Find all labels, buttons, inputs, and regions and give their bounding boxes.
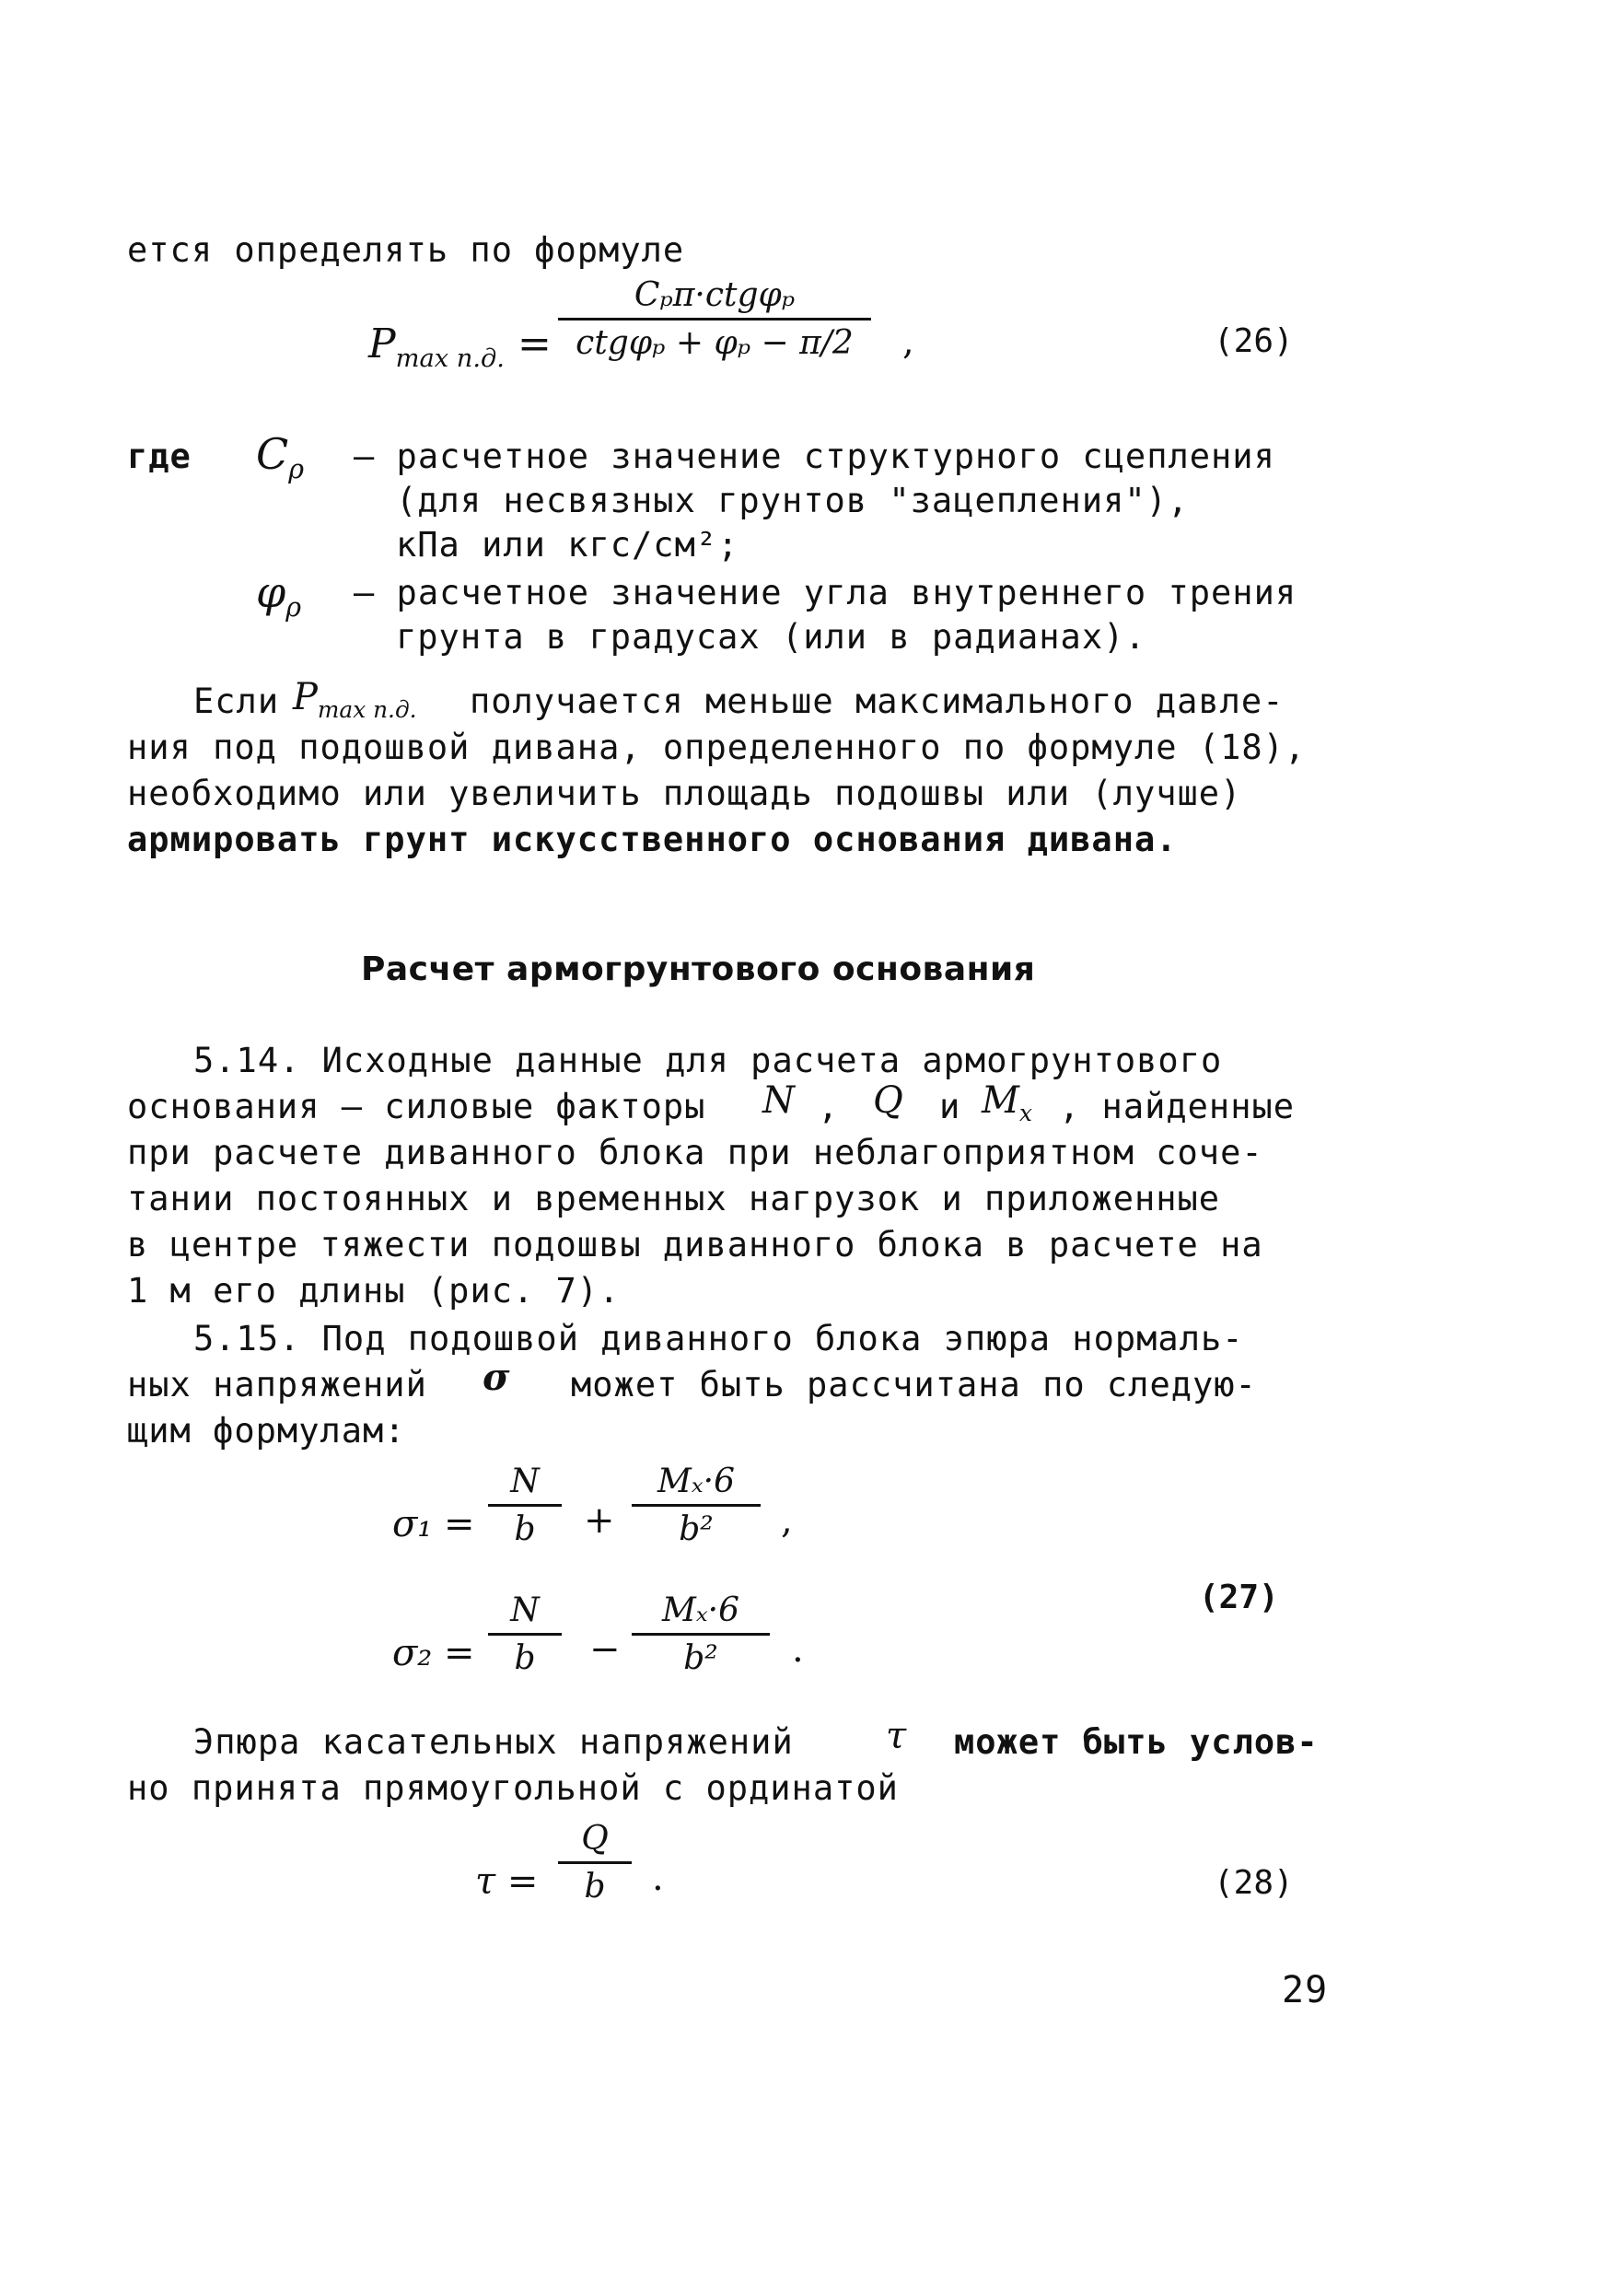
c-symbol: C bbox=[256, 429, 289, 479]
p515-line-2b: может быть рассчитана по следую- bbox=[571, 1365, 1257, 1404]
where-item-phi-line-2: грунта в градусах (или в радианах). bbox=[396, 617, 1146, 657]
eq28-numerator: Q bbox=[581, 1820, 609, 1858]
p515-line-1: 5.15. Под подошвой диванного блока эпюра нормаль- bbox=[193, 1319, 1244, 1358]
eq27-row1-n2: Mₓ·6 bbox=[657, 1463, 735, 1500]
eq27-row1-d2: b² bbox=[679, 1510, 714, 1548]
eq27-row1-bar2 bbox=[632, 1504, 761, 1507]
mx-letter: M bbox=[982, 1079, 1019, 1122]
if-line-1: получается меньше максимального давле- bbox=[470, 682, 1285, 721]
p514-line-1: 5.14. Исходные данные для расчета армогрунтового bbox=[193, 1041, 1223, 1080]
eq27-number: (27) bbox=[1199, 1579, 1279, 1616]
tau-prefix: Эпюра касательных напряжений bbox=[193, 1722, 794, 1762]
factor-sep: , bbox=[818, 1087, 840, 1126]
p514-line-4: тании постоянных и временных нагрузок и приложенные bbox=[127, 1179, 1221, 1218]
p515-line-2a: ных напряжений bbox=[127, 1365, 427, 1404]
eq26-lhs-subscript: max п.д. bbox=[395, 344, 505, 373]
eq27-row1-frac1 bbox=[488, 1463, 562, 1548]
eq27-row2-n1: N bbox=[510, 1591, 540, 1629]
where-symbol-phi bbox=[256, 567, 301, 623]
eq26-lhs-symbol: P bbox=[368, 321, 396, 367]
eq27-row2-frac2 bbox=[632, 1591, 770, 1677]
eq27-row1-frac2 bbox=[632, 1463, 761, 1548]
eq27-row1-lhs: σ₁ = bbox=[392, 1503, 475, 1545]
eq27-row1-op: + bbox=[584, 1499, 615, 1542]
eq26-comma: , bbox=[902, 321, 914, 363]
eq26-number: (26) bbox=[1214, 322, 1294, 360]
if-symbol-letter: P bbox=[293, 676, 318, 718]
eq28-lhs: τ = bbox=[475, 1860, 539, 1903]
eq27-row2-d2: b² bbox=[683, 1639, 718, 1677]
p514-line-6: 1 м его длины (рис. 7). bbox=[127, 1271, 621, 1311]
c-subscript: ρ bbox=[288, 454, 304, 485]
eq26-lhs: $P_{max п.д.}$ = bbox=[368, 321, 552, 373]
factor-q: Q bbox=[873, 1079, 903, 1122]
eq27-row1-bar1 bbox=[488, 1504, 562, 1507]
factor-n: N bbox=[762, 1079, 795, 1122]
eq26-denominator: ctgφₚ + φₚ − π/2 bbox=[576, 324, 854, 362]
eq28-trail: . bbox=[652, 1857, 664, 1899]
eq26-fraction-bar bbox=[558, 318, 871, 321]
if-line-4: армировать грунт искусственного основания дивана. bbox=[127, 820, 1178, 859]
factor-mx bbox=[982, 1079, 1032, 1126]
sigma-symbol: σ bbox=[483, 1356, 510, 1399]
eq27-row2-bar2 bbox=[632, 1633, 770, 1636]
eq27-row2-d1: b bbox=[514, 1639, 536, 1677]
p514-line-5: в центре тяжести подошвы диванного блока в расчете на bbox=[127, 1225, 1263, 1265]
if-symbol bbox=[293, 676, 417, 723]
where-item-phi-line-1: – расчетное значение угла внутреннего трения bbox=[354, 573, 1297, 612]
eq26-fraction bbox=[558, 276, 871, 362]
if-line-2: ния под подошвой дивана, определенного по формуле (18), bbox=[127, 728, 1307, 767]
if-prefix: Если bbox=[193, 682, 280, 721]
eq27-row2-lhs: σ₂ = bbox=[392, 1632, 475, 1674]
eq27-row2-bar1 bbox=[488, 1633, 562, 1636]
eq28-number: (28) bbox=[1214, 1864, 1294, 1902]
eq27-row2-op: − bbox=[589, 1628, 621, 1671]
eq27-row1-n1: N bbox=[510, 1463, 540, 1500]
if-line-3: необходимо или увеличить площадь подошвы или (лучше) bbox=[127, 774, 1242, 813]
eq28-denominator: b bbox=[584, 1868, 606, 1906]
phi-symbol: φ bbox=[256, 567, 286, 617]
eq27-row2-trail: . bbox=[792, 1628, 804, 1671]
where-item-c-line-1: – расчетное значение структурного сцепления bbox=[354, 437, 1275, 476]
eq27-row1-trail: , bbox=[781, 1499, 793, 1542]
tau-line-2: но принята прямоугольной с ординатой bbox=[127, 1768, 899, 1808]
phi-subscript: ρ bbox=[285, 592, 301, 624]
eq26-numerator: Cₚπ·ctgφₚ bbox=[634, 276, 796, 314]
where-label: где bbox=[127, 437, 192, 476]
eq28-bar bbox=[558, 1861, 632, 1864]
p514-line-3: при расчете диванного блока при неблагоприятном соче- bbox=[127, 1133, 1263, 1172]
p515-line-3: щим формулам: bbox=[127, 1411, 406, 1451]
factor-tail: , найденные bbox=[1059, 1087, 1296, 1126]
p514-line-2: основания – силовые факторы bbox=[127, 1087, 706, 1126]
factor-and: и bbox=[939, 1087, 961, 1126]
tau-symbol: τ bbox=[886, 1715, 907, 1757]
where-item-c-line-3: кПа или кгс/см²; bbox=[396, 525, 739, 565]
page-number: 29 bbox=[1282, 1969, 1329, 2011]
tau-suffix: может быть услов- bbox=[954, 1722, 1319, 1762]
if-symbol-subscript: max п.д. bbox=[317, 696, 417, 723]
eq27-row2-frac1 bbox=[488, 1591, 562, 1677]
where-item-c-line-2: (для несвязных грунтов "зацепления"), bbox=[396, 481, 1190, 520]
where-symbol-c bbox=[256, 429, 304, 484]
eq27-row2-n2: Mₓ·6 bbox=[662, 1591, 739, 1629]
mx-subscript: x bbox=[1018, 1100, 1032, 1126]
eq28-fraction bbox=[558, 1820, 632, 1906]
eq27-row1-d1: b bbox=[514, 1510, 536, 1548]
section-heading: Расчет армогрунтового основания bbox=[361, 950, 1036, 988]
intro-line: ется определять по формуле bbox=[127, 230, 685, 270]
